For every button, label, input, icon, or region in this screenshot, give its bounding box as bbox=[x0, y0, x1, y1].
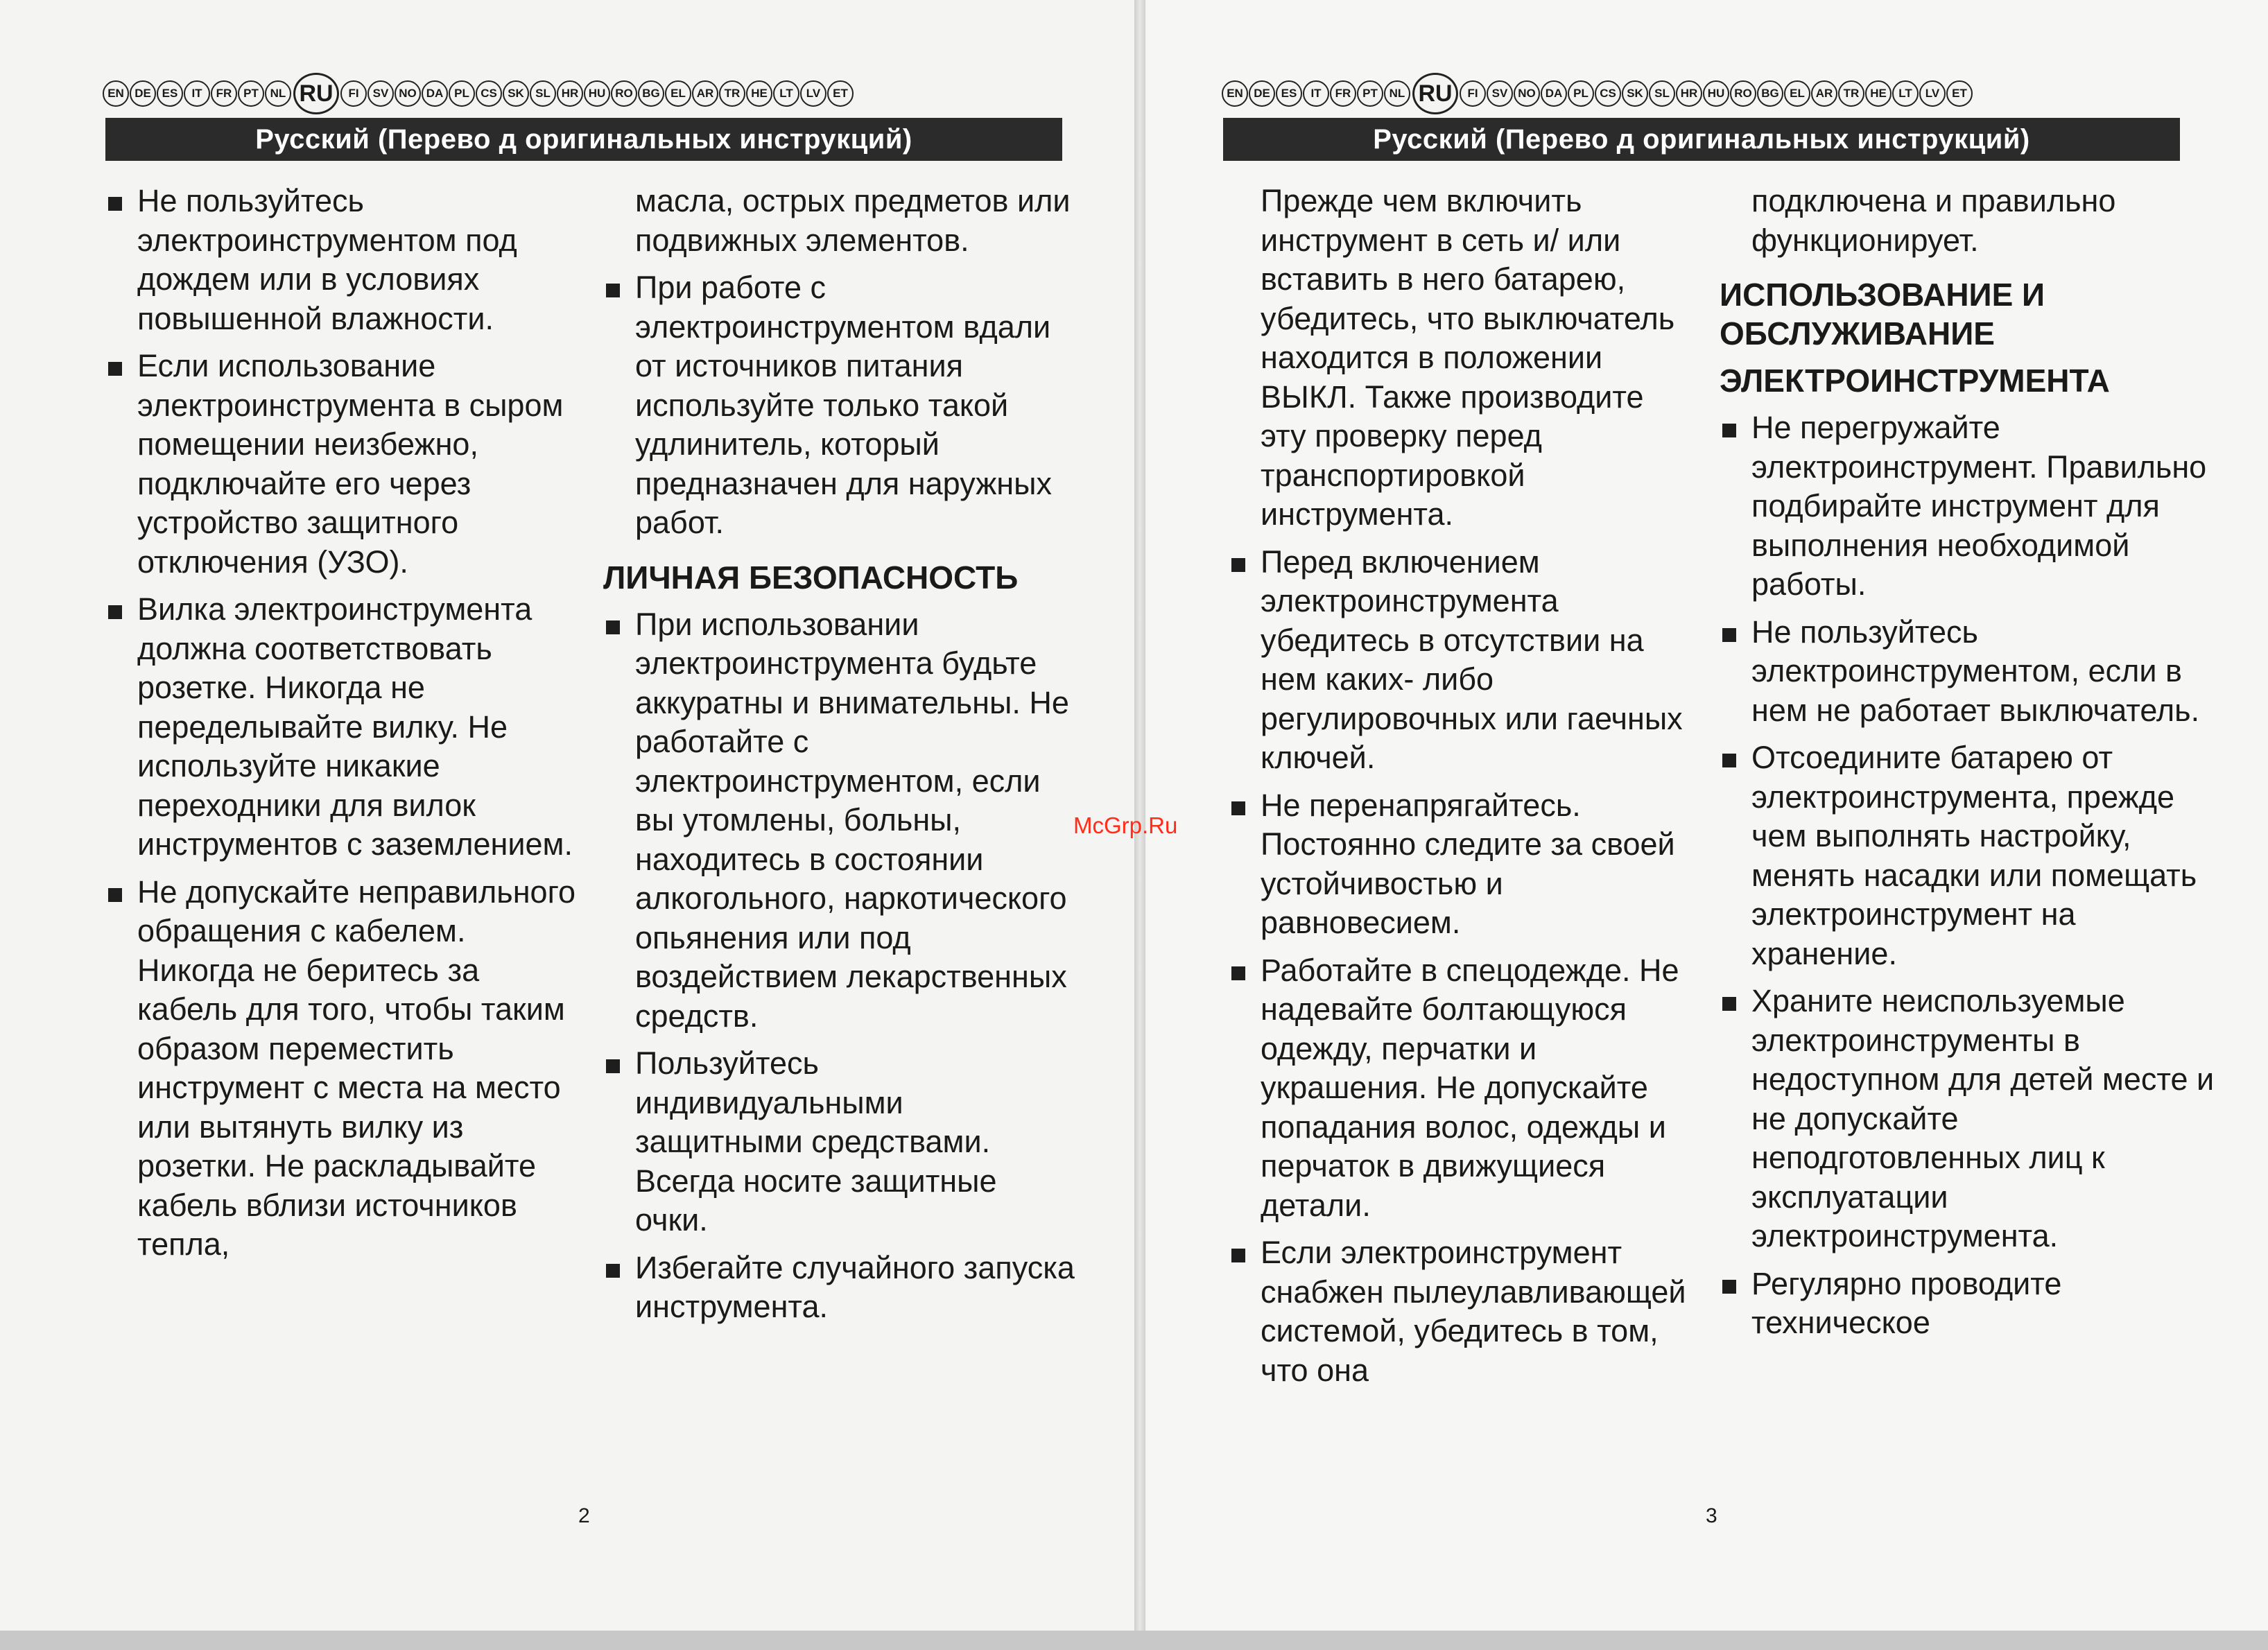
section-heading-usage: ИСПОЛЬЗОВАНИЕ И ОБСЛУЖИВАНИЕ bbox=[1720, 277, 2045, 351]
language-code-tr: TR bbox=[719, 80, 745, 107]
language-selector bbox=[1222, 78, 1973, 110]
bullet-text: Избегайте случайного запуска инструмента. bbox=[635, 1249, 1075, 1324]
language-code-cs: CS bbox=[476, 80, 502, 107]
language-code-sk: SK bbox=[503, 80, 529, 107]
language-code-fi: FI bbox=[340, 80, 367, 107]
bullet-text: Не пользуйтесь электроинструментом под дождем или в условиях повышенной влажности. bbox=[137, 183, 517, 336]
language-code-he: HE bbox=[746, 80, 772, 107]
language-code-es: ES bbox=[157, 80, 183, 107]
square-bullet-icon bbox=[606, 1264, 620, 1278]
language-code-da: DA bbox=[1541, 80, 1567, 107]
language-code-da: DA bbox=[422, 80, 448, 107]
left-column-2 bbox=[603, 182, 1075, 1335]
language-code-hu: HU bbox=[1703, 80, 1729, 107]
language-code-ar: AR bbox=[692, 80, 718, 107]
section-heading-personal-safety: ЛИЧНАЯ БЕЗОПАСНОСТЬ bbox=[603, 559, 1019, 596]
language-code-bg: BG bbox=[638, 80, 664, 107]
square-bullet-icon bbox=[1722, 628, 1736, 642]
continued-text: масла, острых предметов или подвижных элементов. bbox=[635, 183, 1071, 258]
language-code-es: ES bbox=[1276, 80, 1302, 107]
language-code-hu: HU bbox=[584, 80, 610, 107]
square-bullet-icon bbox=[1231, 801, 1245, 815]
bullet-item bbox=[603, 268, 1075, 543]
bullet-item bbox=[603, 1249, 1075, 1327]
section-heading-power-tool: ЭЛЕКТРОИНСТРУМЕНТА bbox=[1720, 363, 2110, 399]
square-bullet-icon bbox=[108, 605, 122, 619]
bullet-text: Вилка электроинструмента должна соответствовать розетке. Никогда не переделывайте вилку. Не используйте никакие переходники для вилок инструментов с заземлением. bbox=[137, 591, 573, 862]
bullet-text: Отсоедините батарею от электроинструмента, прежде чем выполнять настройку, менять насадки или помещать электроинструмент на хранение. bbox=[1751, 740, 2197, 971]
language-code-no: NO bbox=[1514, 80, 1540, 107]
bullet-text: Не допускайте неправильного обращения с кабелем. Никогда не беритесь за кабель для того, чтобы таким образом переместить инструмент с места на место или вытянуть вилку из розетки. Не раскладывайте кабель вблизи источников тепла, bbox=[137, 874, 576, 1262]
bullet-text: Не перенапрягайтесь. Постоянно следите за своей устойчивостью и равновесием. bbox=[1261, 787, 1675, 940]
square-bullet-icon bbox=[1231, 558, 1245, 572]
language-code-de: DE bbox=[1249, 80, 1275, 107]
language-code-en: EN bbox=[1222, 80, 1248, 107]
square-bullet-icon bbox=[1231, 966, 1245, 980]
language-code-pt: PT bbox=[238, 80, 264, 107]
language-code-it: IT bbox=[1303, 80, 1329, 107]
bullet-item bbox=[1229, 543, 1686, 778]
header-title: Русский (Перево д оригинальных инструкций) bbox=[1373, 123, 2030, 155]
square-bullet-icon bbox=[606, 620, 620, 634]
bullet-item bbox=[1720, 982, 2219, 1256]
language-code-hr: HR bbox=[1676, 80, 1702, 107]
language-code-pl: PL bbox=[1568, 80, 1594, 107]
language-code-fi: FI bbox=[1460, 80, 1486, 107]
bullet-text: Храните неиспользуемые электроинструменты в недоступном для детей месте и не допускайте неподготовленных лиц к эксплуатации электроинструмента. bbox=[1751, 983, 2215, 1253]
language-code-hr: HR bbox=[557, 80, 583, 107]
language-code-pt: PT bbox=[1357, 80, 1383, 107]
bullet-item bbox=[1720, 408, 2219, 605]
language-code-et: ET bbox=[1946, 80, 1973, 107]
bullet-item bbox=[1229, 1233, 1686, 1390]
page-number: 3 bbox=[1706, 1504, 1717, 1527]
right-page bbox=[1145, 0, 2268, 1631]
square-bullet-icon bbox=[606, 284, 620, 297]
square-bullet-icon bbox=[606, 1059, 620, 1073]
bullet-item bbox=[1720, 1265, 2219, 1343]
language-code-sk: SK bbox=[1622, 80, 1648, 107]
square-bullet-icon bbox=[1722, 754, 1736, 767]
square-bullet-icon bbox=[1722, 997, 1736, 1011]
right-column-2 bbox=[1720, 182, 2219, 1351]
language-code-ro: RO bbox=[1730, 80, 1756, 107]
language-code-el: EL bbox=[1784, 80, 1810, 107]
language-code-ru: RU bbox=[1412, 73, 1458, 114]
continued-text: подключена и правильно функционирует. bbox=[1751, 183, 2116, 258]
language-code-ar: AR bbox=[1811, 80, 1837, 107]
bullet-item bbox=[1720, 738, 2219, 973]
language-code-nl: NL bbox=[1384, 80, 1410, 107]
language-code-fr: FR bbox=[1330, 80, 1356, 107]
language-code-ru: RU bbox=[293, 73, 339, 114]
language-code-lt: LT bbox=[1892, 80, 1919, 107]
language-code-tr: TR bbox=[1838, 80, 1864, 107]
bullet-item bbox=[105, 590, 577, 865]
language-code-et: ET bbox=[827, 80, 854, 107]
bullet-item bbox=[105, 182, 577, 338]
watermark-text: McGrp.Ru bbox=[1073, 813, 1178, 838]
scan-border bbox=[0, 1631, 2268, 1650]
language-code-sv: SV bbox=[367, 80, 394, 107]
square-bullet-icon bbox=[108, 362, 122, 376]
language-code-nl: NL bbox=[265, 80, 291, 107]
language-code-de: DE bbox=[130, 80, 156, 107]
left-page bbox=[0, 0, 1134, 1631]
bullet-text: При работе с электроинструментом вдали от источников питания используйте только такой удлинитель, который предназначен для наружных работ. bbox=[635, 270, 1052, 540]
language-code-sl: SL bbox=[530, 80, 556, 107]
bullet-item bbox=[603, 1044, 1075, 1240]
language-code-lv: LV bbox=[1919, 80, 1946, 107]
section-header bbox=[105, 118, 1062, 161]
section-header bbox=[1223, 118, 2180, 161]
language-code-lv: LV bbox=[800, 80, 826, 107]
bullet-item bbox=[1229, 951, 1686, 1226]
language-code-bg: BG bbox=[1757, 80, 1783, 107]
bullet-text: Пользуйтесь индивидуальными защитными средствами. Всегда носите защитные очки. bbox=[635, 1045, 997, 1238]
header-title: Русский (Перево д оригинальных инструкций) bbox=[255, 123, 912, 155]
language-selector bbox=[103, 78, 854, 110]
square-bullet-icon bbox=[108, 197, 122, 211]
bullet-text: Не пользуйтесь электроинструментом, если в нем не работает выключатель. bbox=[1751, 614, 2200, 728]
square-bullet-icon bbox=[108, 888, 122, 902]
bullet-item bbox=[105, 873, 577, 1265]
intro-paragraph: Прежде чем включить инструмент в сеть и/ или вставить в него батарею, убедитесь, что выключатель находится в положении ВЫКЛ. Также производите эту проверку перед транспортировкой инструмента. bbox=[1261, 183, 1675, 532]
bullet-item bbox=[1229, 786, 1686, 943]
bullet-text: Работайте в спецодежде. Не надевайте болтающуюся одежду, перчатки и украшения. Не допускайте попадания волос, одежды и перчаток в движущиеся детали. bbox=[1261, 952, 1679, 1223]
language-code-el: EL bbox=[665, 80, 691, 107]
language-code-sv: SV bbox=[1487, 80, 1513, 107]
language-code-it: IT bbox=[184, 80, 210, 107]
right-column-1 bbox=[1229, 182, 1686, 1398]
bullet-text: При использовании электроинструмента будьте аккуратны и внимательны. Не работайте с электроинструментом, если вы утомлены, больны, находитесь в состоянии алкогольного, наркотического опьянения или под воздействием лекарственных средств. bbox=[635, 606, 1069, 1034]
language-code-ro: RO bbox=[611, 80, 637, 107]
language-code-pl: PL bbox=[449, 80, 475, 107]
bullet-item bbox=[105, 347, 577, 582]
bullet-text: Перед включением электроинструмента убедитесь в отсутствии на нем каких- либо регулировочных или гаечных ключей. bbox=[1261, 544, 1683, 775]
bullet-text: Если использование электроинструмента в сыром помещении неизбежно, подключайте его через устройство защитного отключения (УЗО). bbox=[137, 348, 564, 580]
left-column-1 bbox=[105, 182, 577, 1273]
bullet-text: Регулярно проводите техническое bbox=[1751, 1265, 2062, 1340]
square-bullet-icon bbox=[1722, 1280, 1736, 1294]
language-code-he: HE bbox=[1865, 80, 1892, 107]
bullet-text: Не перегружайте электроинструмент. Правильно подбирайте инструмент для выполнения необходимой работы. bbox=[1751, 410, 2207, 602]
language-code-sl: SL bbox=[1649, 80, 1675, 107]
bullet-item bbox=[603, 605, 1075, 1036]
page-number: 2 bbox=[578, 1504, 590, 1527]
language-code-fr: FR bbox=[211, 80, 237, 107]
language-code-lt: LT bbox=[773, 80, 799, 107]
bullet-item bbox=[1720, 613, 2219, 731]
bullet-text: Если электроинструмент снабжен пылеулавливающей системой, убедитесь в том, что она bbox=[1261, 1235, 1686, 1388]
square-bullet-icon bbox=[1231, 1249, 1245, 1262]
language-code-en: EN bbox=[103, 80, 129, 107]
language-code-cs: CS bbox=[1595, 80, 1621, 107]
square-bullet-icon bbox=[1722, 424, 1736, 437]
language-code-no: NO bbox=[395, 80, 421, 107]
